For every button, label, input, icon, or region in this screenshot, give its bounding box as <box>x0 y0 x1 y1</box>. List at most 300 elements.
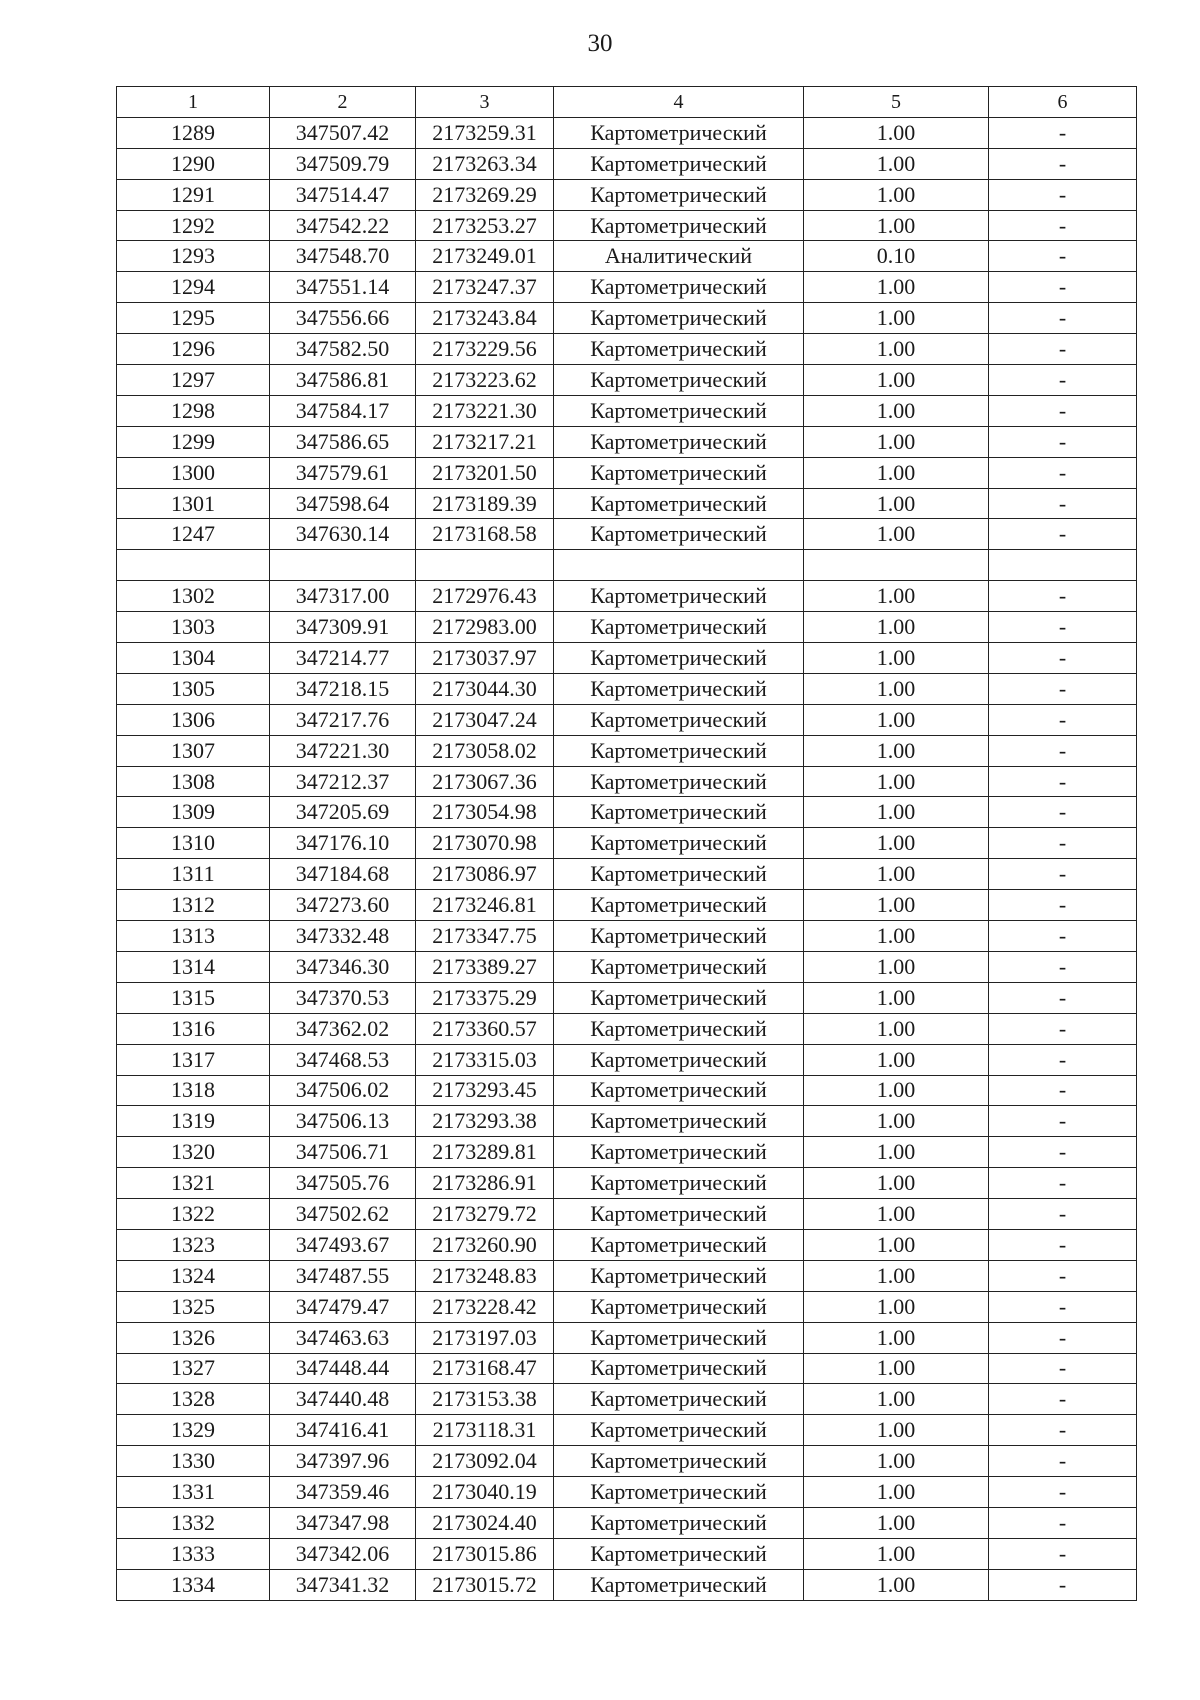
description-cell: - <box>989 735 1137 766</box>
method-cell: Картометрический <box>554 581 804 612</box>
y-coordinate-cell: 2173118.31 <box>416 1415 554 1446</box>
accuracy-cell: 1.00 <box>804 365 989 396</box>
table-row <box>117 1538 1137 1569</box>
point-number-cell: 1299 <box>117 426 270 457</box>
description-cell: - <box>989 921 1137 952</box>
description-cell: - <box>989 1260 1137 1291</box>
table-row <box>117 179 1137 210</box>
description-cell: - <box>989 1168 1137 1199</box>
table-body <box>117 117 1137 1600</box>
table-row <box>117 241 1137 272</box>
accuracy-cell: 1.00 <box>804 179 989 210</box>
x-coordinate-cell: 347205.69 <box>270 797 416 828</box>
accuracy-cell: 1.00 <box>804 1538 989 1569</box>
table-row <box>117 766 1137 797</box>
accuracy-cell: 1.00 <box>804 426 989 457</box>
accuracy-cell: 1.00 <box>804 210 989 241</box>
coordinates-table <box>116 86 1137 1601</box>
method-cell: Картометрический <box>554 117 804 148</box>
x-coordinate-cell: 347370.53 <box>270 982 416 1013</box>
table-row <box>117 1322 1137 1353</box>
x-coordinate-cell: 347584.17 <box>270 395 416 426</box>
method-cell: Картометрический <box>554 457 804 488</box>
method-cell: Картометрический <box>554 643 804 674</box>
method-cell: Картометрический <box>554 210 804 241</box>
x-coordinate-cell: 347514.47 <box>270 179 416 210</box>
description-cell: - <box>989 982 1137 1013</box>
accuracy-cell: 1.00 <box>804 735 989 766</box>
point-number-cell: 1320 <box>117 1137 270 1168</box>
point-number-cell: 1328 <box>117 1384 270 1415</box>
description-cell: - <box>989 1013 1137 1044</box>
accuracy-cell: 1.00 <box>804 890 989 921</box>
method-cell: Картометрический <box>554 704 804 735</box>
point-number-cell: 1318 <box>117 1075 270 1106</box>
accuracy-cell: 1.00 <box>804 1260 989 1291</box>
method-cell: Картометрический <box>554 1353 804 1384</box>
description-cell: - <box>989 1322 1137 1353</box>
point-number-cell: 1312 <box>117 890 270 921</box>
x-coordinate-cell: 347542.22 <box>270 210 416 241</box>
description-cell: - <box>989 1137 1137 1168</box>
method-cell: Картометрический <box>554 426 804 457</box>
method-cell: Картометрический <box>554 148 804 179</box>
table-row <box>117 1199 1137 1230</box>
accuracy-cell: 1.00 <box>804 1322 989 1353</box>
x-coordinate-cell: 347548.70 <box>270 241 416 272</box>
table-row <box>117 921 1137 952</box>
y-coordinate-cell: 2173024.40 <box>416 1507 554 1538</box>
y-coordinate-cell <box>416 550 554 581</box>
accuracy-cell: 1.00 <box>804 457 989 488</box>
table-row <box>117 519 1137 550</box>
x-coordinate-cell: 347221.30 <box>270 735 416 766</box>
table-row <box>117 1569 1137 1600</box>
x-coordinate-cell: 347506.13 <box>270 1106 416 1137</box>
x-coordinate-cell: 347359.46 <box>270 1477 416 1508</box>
table-row <box>117 704 1137 735</box>
x-coordinate-cell: 347448.44 <box>270 1353 416 1384</box>
y-coordinate-cell: 2173223.62 <box>416 365 554 396</box>
point-number-cell: 1311 <box>117 859 270 890</box>
accuracy-cell: 1.00 <box>804 1199 989 1230</box>
y-coordinate-cell: 2173279.72 <box>416 1199 554 1230</box>
x-coordinate-cell: 347586.81 <box>270 365 416 396</box>
x-coordinate-cell: 347342.06 <box>270 1538 416 1569</box>
accuracy-cell: 1.00 <box>804 1507 989 1538</box>
point-number-cell: 1317 <box>117 1044 270 1075</box>
y-coordinate-cell: 2172983.00 <box>416 612 554 643</box>
point-number-cell: 1324 <box>117 1260 270 1291</box>
point-number-cell: 1323 <box>117 1229 270 1260</box>
y-coordinate-cell: 2173347.75 <box>416 921 554 952</box>
point-number-cell: 1297 <box>117 365 270 396</box>
y-coordinate-cell: 2173044.30 <box>416 673 554 704</box>
table-row <box>117 272 1137 303</box>
y-coordinate-cell: 2173067.36 <box>416 766 554 797</box>
description-cell: - <box>989 1477 1137 1508</box>
table-row <box>117 890 1137 921</box>
table-row <box>117 550 1137 581</box>
y-coordinate-cell: 2173360.57 <box>416 1013 554 1044</box>
page-number: 30 <box>587 30 613 57</box>
point-number-cell: 1302 <box>117 581 270 612</box>
accuracy-cell: 1.00 <box>804 1044 989 1075</box>
point-number-cell: 1293 <box>117 241 270 272</box>
x-coordinate-cell: 347184.68 <box>270 859 416 890</box>
point-number-cell: 1321 <box>117 1168 270 1199</box>
point-number-cell: 1315 <box>117 982 270 1013</box>
y-coordinate-cell: 2173197.03 <box>416 1322 554 1353</box>
x-coordinate-cell: 347309.91 <box>270 612 416 643</box>
description-cell: - <box>989 1106 1137 1137</box>
y-coordinate-cell: 2173217.21 <box>416 426 554 457</box>
description-cell: - <box>989 210 1137 241</box>
method-cell: Картометрический <box>554 828 804 859</box>
table-row <box>117 1291 1137 1322</box>
y-coordinate-cell: 2173260.90 <box>416 1229 554 1260</box>
description-cell: - <box>989 1446 1137 1477</box>
y-coordinate-cell: 2173249.01 <box>416 241 554 272</box>
x-coordinate-cell: 347502.62 <box>270 1199 416 1230</box>
point-number-cell: 1314 <box>117 951 270 982</box>
y-coordinate-cell: 2173243.84 <box>416 303 554 334</box>
method-cell: Картометрический <box>554 1106 804 1137</box>
table-row <box>117 210 1137 241</box>
x-coordinate-cell: 347468.53 <box>270 1044 416 1075</box>
y-coordinate-cell: 2173086.97 <box>416 859 554 890</box>
table-row <box>117 643 1137 674</box>
accuracy-cell: 1.00 <box>804 1384 989 1415</box>
y-coordinate-cell: 2173259.31 <box>416 117 554 148</box>
y-coordinate-cell: 2173229.56 <box>416 334 554 365</box>
description-cell: - <box>989 148 1137 179</box>
accuracy-cell: 1.00 <box>804 1013 989 1044</box>
point-number-cell: 1329 <box>117 1415 270 1446</box>
x-coordinate-cell: 347362.02 <box>270 1013 416 1044</box>
y-coordinate-cell: 2173293.38 <box>416 1106 554 1137</box>
description-cell: - <box>989 1384 1137 1415</box>
method-cell: Картометрический <box>554 1199 804 1230</box>
description-cell: - <box>989 673 1137 704</box>
x-coordinate-cell: 347586.65 <box>270 426 416 457</box>
method-cell: Картометрический <box>554 1013 804 1044</box>
point-number-cell: 1289 <box>117 117 270 148</box>
y-coordinate-cell: 2173221.30 <box>416 395 554 426</box>
point-number-cell: 1295 <box>117 303 270 334</box>
column-header: 3 <box>416 87 554 118</box>
table-row <box>117 148 1137 179</box>
description-cell: - <box>989 117 1137 148</box>
y-coordinate-cell: 2173054.98 <box>416 797 554 828</box>
accuracy-cell: 1.00 <box>804 272 989 303</box>
table-row <box>117 982 1137 1013</box>
x-coordinate-cell: 347509.79 <box>270 148 416 179</box>
table-row <box>117 1353 1137 1384</box>
accuracy-cell: 1.00 <box>804 1477 989 1508</box>
x-coordinate-cell: 347217.76 <box>270 704 416 735</box>
y-coordinate-cell: 2173040.19 <box>416 1477 554 1508</box>
point-number-cell: 1316 <box>117 1013 270 1044</box>
description-cell: - <box>989 612 1137 643</box>
table-row <box>117 426 1137 457</box>
description-cell: - <box>989 766 1137 797</box>
y-coordinate-cell: 2173153.38 <box>416 1384 554 1415</box>
accuracy-cell <box>804 550 989 581</box>
y-coordinate-cell: 2173375.29 <box>416 982 554 1013</box>
y-coordinate-cell: 2173289.81 <box>416 1137 554 1168</box>
point-number-cell: 1304 <box>117 643 270 674</box>
y-coordinate-cell: 2173168.58 <box>416 519 554 550</box>
y-coordinate-cell: 2173015.72 <box>416 1569 554 1600</box>
table-row <box>117 828 1137 859</box>
x-coordinate-cell: 347212.37 <box>270 766 416 797</box>
point-number-cell: 1327 <box>117 1353 270 1384</box>
table-row <box>117 1106 1137 1137</box>
table-row <box>117 1137 1137 1168</box>
table-row <box>117 1507 1137 1538</box>
method-cell: Картометрический <box>554 1384 804 1415</box>
table-row <box>117 1044 1137 1075</box>
method-cell: Картометрический <box>554 1291 804 1322</box>
accuracy-cell: 1.00 <box>804 488 989 519</box>
accuracy-cell: 1.00 <box>804 1353 989 1384</box>
column-header: 2 <box>270 87 416 118</box>
x-coordinate-cell: 347505.76 <box>270 1168 416 1199</box>
method-cell: Картометрический <box>554 612 804 643</box>
method-cell: Аналитический <box>554 241 804 272</box>
method-cell: Картометрический <box>554 1477 804 1508</box>
table-row <box>117 1477 1137 1508</box>
x-coordinate-cell: 347440.48 <box>270 1384 416 1415</box>
method-cell: Картометрический <box>554 1075 804 1106</box>
accuracy-cell: 1.00 <box>804 859 989 890</box>
table-row <box>117 612 1137 643</box>
accuracy-cell: 1.00 <box>804 1137 989 1168</box>
table-row <box>117 951 1137 982</box>
point-number-cell: 1247 <box>117 519 270 550</box>
accuracy-cell: 1.00 <box>804 612 989 643</box>
y-coordinate-cell: 2173189.39 <box>416 488 554 519</box>
y-coordinate-cell: 2173228.42 <box>416 1291 554 1322</box>
table-row <box>117 673 1137 704</box>
table-row <box>117 334 1137 365</box>
accuracy-cell: 1.00 <box>804 1229 989 1260</box>
x-coordinate-cell: 347506.71 <box>270 1137 416 1168</box>
y-coordinate-cell: 2173092.04 <box>416 1446 554 1477</box>
point-number-cell <box>117 550 270 581</box>
method-cell: Картометрический <box>554 1137 804 1168</box>
method-cell: Картометрический <box>554 1415 804 1446</box>
x-coordinate-cell: 347463.63 <box>270 1322 416 1353</box>
accuracy-cell: 1.00 <box>804 766 989 797</box>
accuracy-cell: 1.00 <box>804 581 989 612</box>
point-number-cell: 1292 <box>117 210 270 241</box>
description-cell: - <box>989 643 1137 674</box>
y-coordinate-cell: 2173037.97 <box>416 643 554 674</box>
description-cell: - <box>989 426 1137 457</box>
point-number-cell: 1291 <box>117 179 270 210</box>
x-coordinate-cell: 347507.42 <box>270 117 416 148</box>
point-number-cell: 1334 <box>117 1569 270 1600</box>
point-number-cell: 1309 <box>117 797 270 828</box>
x-coordinate-cell: 347416.41 <box>270 1415 416 1446</box>
table-row <box>117 1168 1137 1199</box>
x-coordinate-cell: 347630.14 <box>270 519 416 550</box>
description-cell: - <box>989 951 1137 982</box>
y-coordinate-cell: 2172976.43 <box>416 581 554 612</box>
point-number-cell: 1325 <box>117 1291 270 1322</box>
column-header: 1 <box>117 87 270 118</box>
description-cell <box>989 550 1137 581</box>
point-number-cell: 1308 <box>117 766 270 797</box>
description-cell: - <box>989 797 1137 828</box>
table-row <box>117 303 1137 334</box>
description-cell: - <box>989 303 1137 334</box>
method-cell: Картометрический <box>554 519 804 550</box>
accuracy-cell: 1.00 <box>804 828 989 859</box>
point-number-cell: 1294 <box>117 272 270 303</box>
accuracy-cell: 1.00 <box>804 643 989 674</box>
point-number-cell: 1332 <box>117 1507 270 1538</box>
accuracy-cell: 1.00 <box>804 117 989 148</box>
method-cell: Картометрический <box>554 797 804 828</box>
point-number-cell: 1303 <box>117 612 270 643</box>
point-number-cell: 1313 <box>117 921 270 952</box>
description-cell: - <box>989 365 1137 396</box>
description-cell: - <box>989 334 1137 365</box>
accuracy-cell: 1.00 <box>804 1168 989 1199</box>
accuracy-cell: 1.00 <box>804 1415 989 1446</box>
method-cell: Картометрический <box>554 395 804 426</box>
y-coordinate-cell: 2173253.27 <box>416 210 554 241</box>
x-coordinate-cell: 347347.98 <box>270 1507 416 1538</box>
table-row <box>117 735 1137 766</box>
x-coordinate-cell: 347487.55 <box>270 1260 416 1291</box>
table-row <box>117 1075 1137 1106</box>
method-cell: Картометрический <box>554 1507 804 1538</box>
method-cell: Картометрический <box>554 766 804 797</box>
x-coordinate-cell: 347317.00 <box>270 581 416 612</box>
point-number-cell: 1306 <box>117 704 270 735</box>
description-cell: - <box>989 1507 1137 1538</box>
x-coordinate-cell: 347218.15 <box>270 673 416 704</box>
method-cell: Картометрический <box>554 1260 804 1291</box>
method-cell: Картометрический <box>554 921 804 952</box>
accuracy-cell: 1.00 <box>804 1106 989 1137</box>
method-cell <box>554 550 804 581</box>
description-cell: - <box>989 1291 1137 1322</box>
y-coordinate-cell: 2173293.45 <box>416 1075 554 1106</box>
description-cell: - <box>989 1353 1137 1384</box>
point-number-cell: 1305 <box>117 673 270 704</box>
method-cell: Картометрический <box>554 1044 804 1075</box>
method-cell: Картометрический <box>554 179 804 210</box>
x-coordinate-cell: 347273.60 <box>270 890 416 921</box>
description-cell: - <box>989 1044 1137 1075</box>
method-cell: Картометрический <box>554 951 804 982</box>
table-row <box>117 1229 1137 1260</box>
description-cell: - <box>989 1538 1137 1569</box>
x-coordinate-cell: 347506.02 <box>270 1075 416 1106</box>
method-cell: Картометрический <box>554 1322 804 1353</box>
point-number-cell: 1290 <box>117 148 270 179</box>
description-cell: - <box>989 859 1137 890</box>
description-cell: - <box>989 395 1137 426</box>
method-cell: Картометрический <box>554 982 804 1013</box>
method-cell: Картометрический <box>554 1569 804 1600</box>
accuracy-cell: 1.00 <box>804 1075 989 1106</box>
point-number-cell: 1300 <box>117 457 270 488</box>
table-row <box>117 117 1137 148</box>
table-row <box>117 488 1137 519</box>
point-number-cell: 1319 <box>117 1106 270 1137</box>
accuracy-cell: 1.00 <box>804 303 989 334</box>
x-coordinate-cell: 347332.48 <box>270 921 416 952</box>
y-coordinate-cell: 2173168.47 <box>416 1353 554 1384</box>
x-coordinate-cell: 347397.96 <box>270 1446 416 1477</box>
table-row <box>117 1415 1137 1446</box>
y-coordinate-cell: 2173247.37 <box>416 272 554 303</box>
accuracy-cell: 1.00 <box>804 334 989 365</box>
description-cell: - <box>989 241 1137 272</box>
description-cell: - <box>989 828 1137 859</box>
point-number-cell: 1310 <box>117 828 270 859</box>
column-header: 5 <box>804 87 989 118</box>
table-row <box>117 395 1137 426</box>
table-row <box>117 859 1137 890</box>
accuracy-cell: 0.10 <box>804 241 989 272</box>
y-coordinate-cell: 2173286.91 <box>416 1168 554 1199</box>
accuracy-cell: 1.00 <box>804 1569 989 1600</box>
accuracy-cell: 1.00 <box>804 148 989 179</box>
point-number-cell: 1296 <box>117 334 270 365</box>
point-number-cell: 1326 <box>117 1322 270 1353</box>
y-coordinate-cell: 2173315.03 <box>416 1044 554 1075</box>
description-cell: - <box>989 1415 1137 1446</box>
point-number-cell: 1322 <box>117 1199 270 1230</box>
accuracy-cell: 1.00 <box>804 1291 989 1322</box>
point-number-cell: 1333 <box>117 1538 270 1569</box>
column-header: 4 <box>554 87 804 118</box>
method-cell: Картометрический <box>554 1538 804 1569</box>
y-coordinate-cell: 2173263.34 <box>416 148 554 179</box>
accuracy-cell: 1.00 <box>804 951 989 982</box>
accuracy-cell: 1.00 <box>804 797 989 828</box>
table-row <box>117 1013 1137 1044</box>
y-coordinate-cell: 2173269.29 <box>416 179 554 210</box>
description-cell: - <box>989 272 1137 303</box>
x-coordinate-cell: 347556.66 <box>270 303 416 334</box>
table-row <box>117 581 1137 612</box>
y-coordinate-cell: 2173047.24 <box>416 704 554 735</box>
x-coordinate-cell: 347346.30 <box>270 951 416 982</box>
y-coordinate-cell: 2173389.27 <box>416 951 554 982</box>
method-cell: Картометрический <box>554 303 804 334</box>
table-row <box>117 1446 1137 1477</box>
x-coordinate-cell: 347214.77 <box>270 643 416 674</box>
table-row <box>117 457 1137 488</box>
table-row <box>117 365 1137 396</box>
method-cell: Картометрический <box>554 735 804 766</box>
method-cell: Картометрический <box>554 1446 804 1477</box>
x-coordinate-cell: 347479.47 <box>270 1291 416 1322</box>
x-coordinate-cell: 347551.14 <box>270 272 416 303</box>
accuracy-cell: 1.00 <box>804 673 989 704</box>
accuracy-cell: 1.00 <box>804 982 989 1013</box>
method-cell: Картометрический <box>554 334 804 365</box>
description-cell: - <box>989 1229 1137 1260</box>
